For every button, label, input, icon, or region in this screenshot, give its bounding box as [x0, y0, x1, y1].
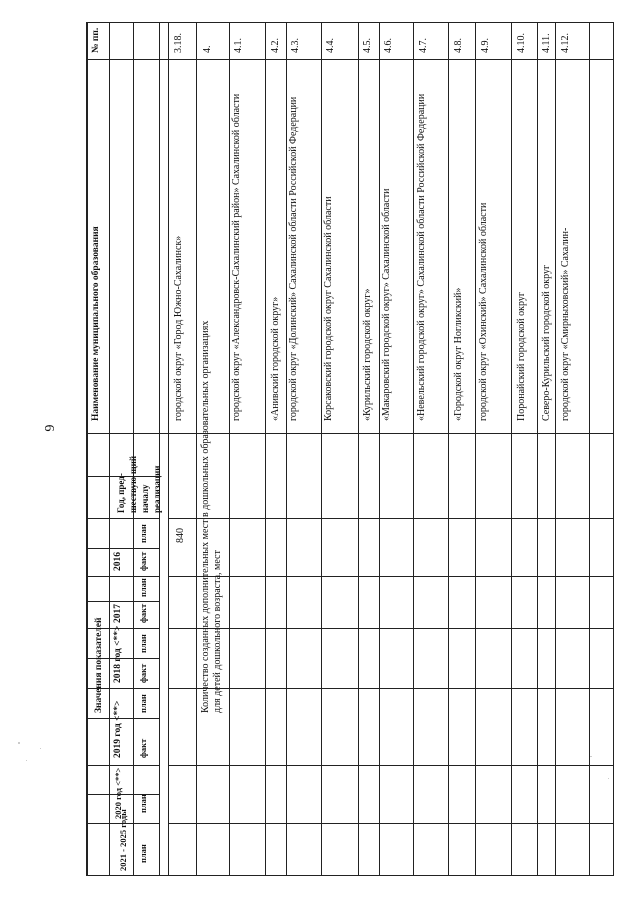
row-name: Корсаковский городской округ Сахалинской области	[323, 196, 334, 421]
row-no: 4.2.	[270, 38, 281, 53]
row-name: городской округ «Охинский» Сахалинской области	[478, 202, 489, 421]
row-no: 4.12.	[560, 33, 571, 53]
row-no: 4.9.	[480, 38, 491, 53]
header-2018: 2018 год <**>	[113, 625, 123, 683]
row-no: 4.4.	[325, 38, 336, 53]
row-no: 4.10.	[516, 33, 527, 53]
row-name: «Невельский городской округ» Сахалинской области Российской Федерации	[416, 93, 427, 421]
indicator-text: Количество созданных дополнительных мест в дошкольных образовательных организациях для детей дошкольного возраста, мест	[200, 320, 223, 713]
row-name: «Макаровский городской округ» Сахалинской области	[381, 188, 392, 421]
scan-speck	[18, 742, 20, 744]
scan-speck	[40, 748, 41, 749]
header-2017: 2017	[113, 604, 123, 623]
rotated-table	[86, 22, 614, 876]
fact-2016: факт	[138, 551, 148, 571]
header-no: № пп.	[91, 27, 101, 53]
scan-speck	[590, 756, 592, 757]
header-name: Наименование муниципального образования	[91, 226, 101, 421]
row-name: городской округ «Город Южно-Сахалинск»	[173, 235, 184, 421]
row-no: 4.7.	[418, 38, 429, 53]
row-name: «Курильский городской округ»	[362, 288, 373, 421]
fact-2017: факт	[138, 603, 148, 623]
scan-speck	[608, 778, 609, 779]
page-number: 6	[41, 424, 56, 432]
header-2020: 2020 год <**>	[113, 767, 123, 819]
plan-2019: план	[138, 694, 148, 713]
header-2016: 2016	[113, 552, 123, 571]
row-no: 4.1.	[233, 38, 244, 53]
fact-2019: факт	[138, 738, 148, 758]
row-no: 4.3.	[290, 38, 301, 53]
plan-2020: план	[138, 794, 148, 813]
row-no: 4.6.	[383, 38, 394, 53]
row-name: Поронайский городской округ	[516, 292, 527, 421]
plan-2021-2025: план	[138, 844, 148, 863]
header-2021-2025: 2021 - 2025 годы	[118, 809, 128, 871]
row-name: Северо-Курильский городской округ	[541, 264, 552, 421]
header-values: Значения показателей	[94, 617, 104, 713]
row-name: «Анивский городской округ»	[270, 296, 281, 421]
scan-speck	[26, 760, 27, 761]
plan-2018: план	[138, 634, 148, 653]
row-name: городской округ «Александровск-Сахалинский район» Сахалинской области	[231, 93, 242, 421]
row-no: 4.8.	[453, 38, 464, 53]
row-name: городской округ «Смирныховский» Сахалин-	[560, 227, 571, 421]
header-2019: 2019 год <**>	[113, 700, 123, 758]
row-name: «Городской округ Ногликский»	[453, 287, 464, 421]
fact-2018: факт	[138, 663, 148, 683]
row-value-plan-2016: 840	[175, 528, 186, 543]
row-no: 4.	[202, 45, 213, 53]
row-no: 4.5.	[362, 38, 373, 53]
plan-2017: план	[138, 578, 148, 597]
row-name: городской округ «Долинский» Сахалинской области Российской Федерации	[288, 96, 299, 421]
row-no: 3.18.	[173, 33, 184, 53]
row-no: 4.11.	[541, 33, 552, 53]
header-year: Год, пред-шествую-щий началу реализации	[116, 455, 162, 513]
plan-2016: план	[138, 524, 148, 543]
